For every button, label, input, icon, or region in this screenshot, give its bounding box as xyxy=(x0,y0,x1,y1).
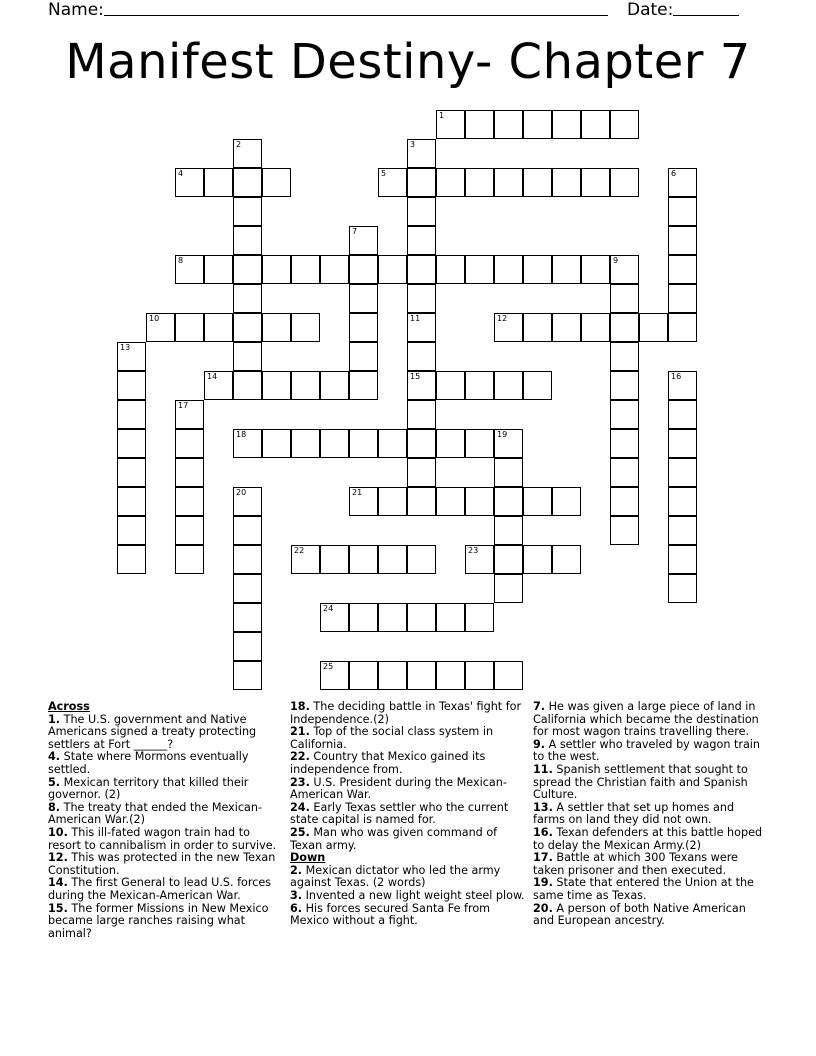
crossword-cell[interactable] xyxy=(407,197,436,226)
crossword-cell[interactable] xyxy=(465,255,494,284)
crossword-cell[interactable] xyxy=(349,371,378,400)
clue-down xyxy=(533,877,769,902)
clue-down xyxy=(533,764,769,802)
cell-number: 14 xyxy=(207,372,218,381)
crossword-cell[interactable] xyxy=(349,661,378,690)
clue-across xyxy=(48,714,284,752)
crossword-cell[interactable] xyxy=(610,110,639,139)
clue-text: Texan defenders at this battle hoped to delay the Mexican Army.(2) xyxy=(533,825,763,852)
crossword-cell[interactable] xyxy=(117,400,146,429)
clue-number: 13. xyxy=(533,800,553,814)
clue-number: 19. xyxy=(533,876,553,890)
clue-across xyxy=(48,852,284,877)
crossword-cell[interactable] xyxy=(668,516,697,545)
clue-text: Invented a new light weight steel plow. xyxy=(305,888,525,902)
crossword-cell[interactable] xyxy=(407,139,436,168)
crossword-cell[interactable] xyxy=(581,168,610,197)
clue-number: 22. xyxy=(290,750,310,764)
crossword-cell[interactable] xyxy=(233,632,262,661)
crossword-cell[interactable] xyxy=(523,487,552,516)
crossword-cell[interactable] xyxy=(494,255,523,284)
clue-text: The U.S. government and Native Americans signed a treaty protecting settlers at Fort ______? xyxy=(48,712,257,751)
crossword-cell[interactable] xyxy=(117,516,146,545)
crossword-cell[interactable] xyxy=(175,487,204,516)
crossword-cell[interactable] xyxy=(465,110,494,139)
crossword-cell[interactable] xyxy=(320,603,349,632)
crossword-cell[interactable] xyxy=(349,603,378,632)
clue-text: He was given a large piece of land in California which became the destination for most wagon trains travelling there. xyxy=(533,700,759,739)
crossword-cell[interactable] xyxy=(668,255,697,284)
crossword-cell[interactable] xyxy=(639,313,668,342)
crossword-cell[interactable] xyxy=(175,255,204,284)
crossword-cell[interactable] xyxy=(610,487,639,516)
crossword-cell[interactable] xyxy=(233,284,262,313)
crossword-cell[interactable] xyxy=(378,545,407,574)
crossword-cell[interactable] xyxy=(436,110,465,139)
crossword-cell[interactable] xyxy=(320,255,349,284)
clue-text: The deciding battle in Texas' fight for Independence.(2) xyxy=(290,700,522,726)
cell-number: 6 xyxy=(671,169,677,178)
crossword-cell[interactable] xyxy=(407,400,436,429)
clue-number: 21. xyxy=(290,725,310,739)
crossword-cell[interactable] xyxy=(349,313,378,342)
crossword-cell[interactable] xyxy=(465,429,494,458)
crossword-cell[interactable] xyxy=(523,110,552,139)
crossword-cell[interactable] xyxy=(610,429,639,458)
clue-number: 16. xyxy=(533,825,553,839)
crossword-cell[interactable] xyxy=(117,371,146,400)
crossword-cell[interactable] xyxy=(378,168,407,197)
page-title: Manifest Destiny- Chapter 7 xyxy=(65,34,751,90)
crossword-cell[interactable] xyxy=(378,429,407,458)
crossword-cell[interactable] xyxy=(349,429,378,458)
crossword-cell[interactable] xyxy=(552,255,581,284)
clue-text: The treaty that ended the Mexican-American War.(2) xyxy=(48,800,263,827)
crossword-cell[interactable] xyxy=(117,429,146,458)
clue-across xyxy=(290,701,526,726)
crossword-cell[interactable] xyxy=(494,313,523,342)
clue-number: 2. xyxy=(290,863,303,877)
clue-text: Spanish settlement that sought to spread the Christian faith and Spanish Culture. xyxy=(533,762,748,802)
clue-text: Country that Mexico gained its independence from. xyxy=(290,750,486,776)
crossword-cell[interactable] xyxy=(494,516,523,545)
crossword-cell[interactable] xyxy=(233,574,262,603)
crossword-cell[interactable] xyxy=(320,661,349,690)
name-label: Name: xyxy=(48,0,104,20)
clue-number: 20. xyxy=(533,901,553,915)
crossword-cell[interactable] xyxy=(233,139,262,168)
clue-text: A settler that set up homes and farms on land they did not own. xyxy=(533,800,735,827)
crossword-cell[interactable] xyxy=(233,603,262,632)
crossword-cell[interactable] xyxy=(552,168,581,197)
crossword-cell[interactable] xyxy=(581,313,610,342)
crossword-cell[interactable] xyxy=(610,342,639,371)
clue-text: This ill-fated wagon train had to resort to cannibalism in order to survive. xyxy=(48,825,277,852)
clue-number: 6. xyxy=(290,901,303,915)
crossword-cell[interactable] xyxy=(146,313,175,342)
crossword-cell[interactable] xyxy=(233,487,262,516)
crossword-cell[interactable] xyxy=(581,255,610,284)
clue-text: State where Mormons eventually settled. xyxy=(48,750,249,776)
crossword-cell[interactable] xyxy=(291,429,320,458)
clue-number: 23. xyxy=(290,775,310,789)
clue-text: U.S. President during the Mexican-American War. xyxy=(290,775,507,802)
cell-number: 2 xyxy=(236,140,242,149)
clue-number: 1. xyxy=(48,712,61,726)
crossword-cell[interactable] xyxy=(668,371,697,400)
clue-number: 25. xyxy=(290,825,310,839)
cell-number: 21 xyxy=(352,488,363,497)
crossword-cell[interactable] xyxy=(204,255,233,284)
crossword-cell[interactable] xyxy=(407,255,436,284)
crossword-cell[interactable] xyxy=(320,545,349,574)
crossword-cell[interactable] xyxy=(465,661,494,690)
crossword-cell[interactable] xyxy=(436,429,465,458)
crossword-cell[interactable] xyxy=(436,371,465,400)
crossword-cell[interactable] xyxy=(494,487,523,516)
clue-number: 8. xyxy=(48,800,61,814)
cell-number: 12 xyxy=(497,314,508,323)
crossword-cell[interactable] xyxy=(262,313,291,342)
clue-number: 12. xyxy=(48,851,68,865)
crossword-cell[interactable] xyxy=(610,168,639,197)
crossword-cell[interactable] xyxy=(407,226,436,255)
clue-number: 9. xyxy=(533,737,546,751)
crossword-cell[interactable] xyxy=(407,168,436,197)
clue-text: A person of both Native American and European ancestry. xyxy=(533,901,746,928)
clue-text: The former Missions in New Mexico became large ranches raising what animal? xyxy=(48,901,269,940)
crossword-cell[interactable] xyxy=(407,487,436,516)
crossword-cell[interactable] xyxy=(262,255,291,284)
clue-text: Mexican territory that killed their governor. (2) xyxy=(48,775,249,802)
clue-text: State that entered the Union at the same time as Texas. xyxy=(533,876,754,902)
crossword-cell[interactable] xyxy=(291,545,320,574)
clue-down xyxy=(533,827,769,852)
crossword-cell[interactable] xyxy=(668,197,697,226)
clue-across xyxy=(290,802,526,827)
crossword-cell[interactable] xyxy=(291,255,320,284)
crossword-cell[interactable] xyxy=(407,458,436,487)
clue-text: Mexican dictator who led the army against Texas. (2 words) xyxy=(290,863,501,890)
crossword-cell[interactable] xyxy=(291,371,320,400)
crossword-cell[interactable] xyxy=(349,284,378,313)
crossword-cell[interactable] xyxy=(436,487,465,516)
cell-number: 4 xyxy=(178,169,184,178)
crossword-cell[interactable] xyxy=(668,458,697,487)
crossword-cell[interactable] xyxy=(552,313,581,342)
crossword-cell[interactable] xyxy=(262,429,291,458)
crossword-cell[interactable] xyxy=(407,661,436,690)
crossword-cell[interactable] xyxy=(233,545,262,574)
crossword-cell[interactable] xyxy=(233,371,262,400)
clue-text: The first General to lead U.S. forces during the Mexican-American War. xyxy=(48,876,272,902)
crossword-cell[interactable] xyxy=(320,371,349,400)
crossword-cell[interactable] xyxy=(523,371,552,400)
crossword-cell[interactable] xyxy=(175,545,204,574)
crossword-cell[interactable] xyxy=(552,545,581,574)
cell-number: 5 xyxy=(381,169,387,178)
cell-number: 18 xyxy=(236,430,247,439)
cell-number: 13 xyxy=(120,343,131,352)
crossword-cell[interactable] xyxy=(465,168,494,197)
crossword-cell[interactable] xyxy=(668,429,697,458)
cell-number: 16 xyxy=(671,372,682,381)
clue-number: 5. xyxy=(48,775,61,789)
cell-number: 7 xyxy=(352,227,358,236)
crossword-cell[interactable] xyxy=(378,487,407,516)
crossword-cell[interactable] xyxy=(233,168,262,197)
crossword-cell[interactable] xyxy=(494,574,523,603)
clue-text: Top of the social class system in California. xyxy=(290,725,494,751)
cell-number: 3 xyxy=(410,140,416,149)
crossword-cell[interactable] xyxy=(407,284,436,313)
across-heading: Across xyxy=(48,700,90,713)
date-label: Date: xyxy=(627,0,674,20)
crossword-cell[interactable] xyxy=(436,168,465,197)
clue-number: 24. xyxy=(290,800,310,814)
crossword-cell[interactable] xyxy=(117,545,146,574)
crossword-cell[interactable] xyxy=(233,429,262,458)
crossword-cell[interactable] xyxy=(175,168,204,197)
crossword-cell[interactable] xyxy=(407,313,436,342)
crossword-cell[interactable] xyxy=(523,255,552,284)
crossword-cell[interactable] xyxy=(262,168,291,197)
crossword-cell[interactable] xyxy=(436,603,465,632)
cell-number: 9 xyxy=(613,256,619,265)
clue-number: 11. xyxy=(533,762,553,776)
clue-across xyxy=(48,777,284,802)
crossword-cell[interactable] xyxy=(523,168,552,197)
cell-number: 23 xyxy=(468,546,479,555)
cell-number: 1 xyxy=(439,111,445,120)
cell-number: 8 xyxy=(178,256,184,265)
crossword-cell[interactable] xyxy=(465,603,494,632)
crossword-cell[interactable] xyxy=(552,487,581,516)
crossword-cell[interactable] xyxy=(320,429,349,458)
crossword-cell[interactable] xyxy=(175,429,204,458)
crossword-cell[interactable] xyxy=(233,197,262,226)
clue-number: 10. xyxy=(48,825,68,839)
cell-number: 11 xyxy=(410,314,421,323)
crossword-cell[interactable] xyxy=(349,226,378,255)
crossword-cell[interactable] xyxy=(233,226,262,255)
crossword-cell[interactable] xyxy=(668,284,697,313)
crossword-cell[interactable] xyxy=(204,371,233,400)
clue-down xyxy=(290,903,526,928)
crossword-cell[interactable] xyxy=(610,458,639,487)
crossword-cell[interactable] xyxy=(233,342,262,371)
crossword-cell[interactable] xyxy=(610,284,639,313)
crossword-cell[interactable] xyxy=(349,255,378,284)
clue-text: A settler who traveled by wagon train to the west. xyxy=(533,737,761,764)
crossword-cell[interactable] xyxy=(175,458,204,487)
crossword-cell[interactable] xyxy=(117,342,146,371)
crossword-cell[interactable] xyxy=(610,313,639,342)
crossword-cell[interactable] xyxy=(465,545,494,574)
crossword-cell[interactable] xyxy=(668,487,697,516)
clue-column-2 xyxy=(290,701,526,928)
clue-number: 15. xyxy=(48,901,68,915)
clue-across xyxy=(48,877,284,902)
crossword-cell[interactable] xyxy=(668,574,697,603)
crossword-cell[interactable] xyxy=(349,342,378,371)
name-field[interactable] xyxy=(104,15,608,16)
clue-across xyxy=(48,802,284,827)
crossword-cell[interactable] xyxy=(494,661,523,690)
crossword-cell[interactable] xyxy=(494,545,523,574)
crossword-cell[interactable] xyxy=(668,313,697,342)
crossword-cell[interactable] xyxy=(465,371,494,400)
clue-across xyxy=(48,827,284,852)
clue-down xyxy=(533,852,769,877)
clue-across xyxy=(290,827,526,852)
clue-column-1 xyxy=(48,701,284,940)
crossword-cell[interactable] xyxy=(494,371,523,400)
cell-number: 25 xyxy=(323,662,334,671)
crossword-cell[interactable] xyxy=(233,255,262,284)
crossword-cell[interactable] xyxy=(349,545,378,574)
crossword-cell[interactable] xyxy=(581,110,610,139)
crossword-cell[interactable] xyxy=(523,313,552,342)
crossword-cell[interactable] xyxy=(668,226,697,255)
crossword-cell[interactable] xyxy=(407,371,436,400)
clue-across xyxy=(290,726,526,751)
crossword-cell[interactable] xyxy=(117,487,146,516)
crossword-cell[interactable] xyxy=(233,661,262,690)
crossword-cell[interactable] xyxy=(668,168,697,197)
crossword-cell[interactable] xyxy=(610,516,639,545)
cell-number: 10 xyxy=(149,314,160,323)
crossword-cell[interactable] xyxy=(436,661,465,690)
crossword-cell[interactable] xyxy=(262,371,291,400)
crossword-cell[interactable] xyxy=(407,342,436,371)
crossword-cell[interactable] xyxy=(668,400,697,429)
crossword-cell[interactable] xyxy=(610,255,639,284)
clue-number: 14. xyxy=(48,876,68,890)
clue-text: His forces secured Santa Fe from Mexico without a fight. xyxy=(290,901,491,928)
crossword-cell[interactable] xyxy=(407,545,436,574)
crossword-cell[interactable] xyxy=(233,516,262,545)
clue-down xyxy=(290,865,526,890)
clue-down xyxy=(533,701,769,739)
crossword-cell[interactable] xyxy=(378,661,407,690)
crossword-cell[interactable] xyxy=(349,487,378,516)
clue-text: Man who was given command of Texan army. xyxy=(290,825,498,852)
crossword-cell[interactable] xyxy=(291,313,320,342)
crossword-cell[interactable] xyxy=(378,603,407,632)
clue-across xyxy=(290,777,526,802)
crossword-cell[interactable] xyxy=(117,458,146,487)
clue-across xyxy=(48,903,284,941)
crossword-cell[interactable] xyxy=(668,545,697,574)
clue-across xyxy=(48,751,284,776)
clue-number: 4. xyxy=(48,750,61,764)
clue-across xyxy=(290,751,526,776)
cell-number: 24 xyxy=(323,604,334,613)
clue-text: Early Texas settler who the current state capital is named for. xyxy=(290,800,509,827)
crossword-cell[interactable] xyxy=(175,313,204,342)
clue-number: 17. xyxy=(533,851,553,865)
cell-number: 22 xyxy=(294,546,305,555)
clue-number: 18. xyxy=(290,700,310,713)
cell-number: 17 xyxy=(178,401,189,410)
crossword-cell[interactable] xyxy=(494,458,523,487)
clue-text: Battle at which 300 Texans were taken prisoner and then executed. xyxy=(533,851,738,877)
cell-number: 20 xyxy=(236,488,247,497)
crossword-cell[interactable] xyxy=(175,400,204,429)
crossword-cell[interactable] xyxy=(378,255,407,284)
crossword-cell[interactable] xyxy=(494,429,523,458)
clue-down xyxy=(533,802,769,827)
clue-text: This was protected in the new Texan Constitution. xyxy=(48,851,276,877)
clue-number: 7. xyxy=(533,700,546,713)
clue-down xyxy=(533,903,769,928)
clue-down xyxy=(533,739,769,764)
crossword-cell[interactable] xyxy=(175,516,204,545)
crossword-cell[interactable] xyxy=(494,168,523,197)
clue-column-3 xyxy=(533,701,769,928)
crossword-cell[interactable] xyxy=(610,371,639,400)
crossword-cell[interactable] xyxy=(204,168,233,197)
crossword-cell[interactable] xyxy=(407,603,436,632)
date-field[interactable] xyxy=(673,15,739,16)
crossword-cell[interactable] xyxy=(552,110,581,139)
crossword-cell[interactable] xyxy=(610,400,639,429)
down-heading: Down xyxy=(290,851,326,865)
crossword-cell[interactable] xyxy=(465,487,494,516)
cell-number: 19 xyxy=(497,430,508,439)
crossword-cell[interactable] xyxy=(494,110,523,139)
crossword-cell[interactable] xyxy=(436,255,465,284)
crossword-cell[interactable] xyxy=(204,313,233,342)
clue-number: 3. xyxy=(290,888,303,902)
crossword-cell[interactable] xyxy=(407,429,436,458)
cell-number: 15 xyxy=(410,372,421,381)
crossword-cell[interactable] xyxy=(233,313,262,342)
crossword-cell[interactable] xyxy=(523,545,552,574)
